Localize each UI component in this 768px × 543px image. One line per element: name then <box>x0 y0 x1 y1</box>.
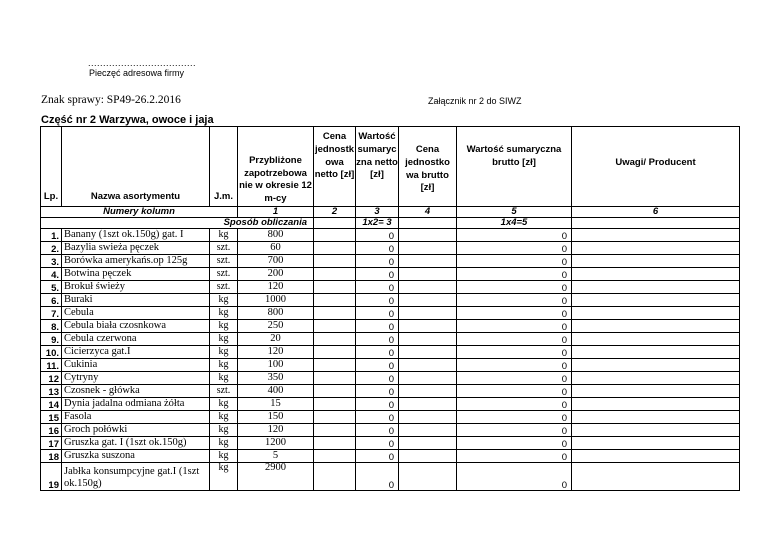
row-name: Buraki <box>62 294 210 307</box>
row-name: Brokuł świeży <box>62 281 210 294</box>
column-number: 1 <box>238 207 314 218</box>
row-name: Borówka amerykańs.op 125g <box>62 255 210 268</box>
table-row <box>41 359 740 372</box>
table-row <box>41 294 740 307</box>
row-total-gross: 0 <box>457 463 572 491</box>
row-quantity: 200 <box>238 268 314 281</box>
row-total-gross: 0 <box>457 385 572 398</box>
row-total-gross: 0 <box>457 294 572 307</box>
row-unit-price-net <box>314 307 356 320</box>
row-lp: 19 <box>41 463 62 491</box>
column-number: 6 <box>572 207 740 218</box>
row-total-gross: 0 <box>457 307 572 320</box>
row-unit-price-net <box>314 450 356 463</box>
row-name: Gruszka gat. I (1szt ok.150g) <box>62 437 210 450</box>
row-lp: 15 <box>41 411 62 424</box>
row-unit-price-net <box>314 359 356 372</box>
table-row <box>41 398 740 411</box>
column-numbers-label: Numery kolumn <box>41 207 238 218</box>
row-total-gross: 0 <box>457 424 572 437</box>
row-unit: kg <box>210 229 238 242</box>
row-lp: 6. <box>41 294 62 307</box>
row-unit-price-gross <box>399 294 457 307</box>
row-name: Jabłka konsumpcyjne gat.I (1szt ok.150g) <box>62 463 210 491</box>
row-unit-price-gross <box>399 437 457 450</box>
row-notes <box>572 255 740 268</box>
row-lp: 5. <box>41 281 62 294</box>
row-total-net: 0 <box>356 398 399 411</box>
row-unit-price-gross <box>399 359 457 372</box>
row-notes <box>572 437 740 450</box>
row-lp: 12 <box>41 372 62 385</box>
row-total-gross: 0 <box>457 359 572 372</box>
row-total-net: 0 <box>356 294 399 307</box>
row-name: Dynia jadalna odmiana żółta <box>62 398 210 411</box>
row-lp: 10. <box>41 346 62 359</box>
row-notes <box>572 333 740 346</box>
row-notes <box>572 385 740 398</box>
row-name: Fasola <box>62 411 210 424</box>
case-reference: Znak sprawy: SP49-26.2.2016 <box>41 94 181 106</box>
row-total-gross: 0 <box>457 320 572 333</box>
row-notes <box>572 281 740 294</box>
table-row <box>41 307 740 320</box>
table-row <box>41 424 740 437</box>
row-lp: 1. <box>41 229 62 242</box>
row-unit: kg <box>210 411 238 424</box>
row-notes <box>572 372 740 385</box>
row-notes <box>572 463 740 491</box>
column-numbers-row <box>41 207 740 218</box>
row-quantity: 350 <box>238 372 314 385</box>
row-name: Cebula czerwona <box>62 333 210 346</box>
row-lp: 2. <box>41 242 62 255</box>
row-total-net: 0 <box>356 346 399 359</box>
header-name: Nazwa asortymentu <box>62 127 210 207</box>
row-total-net: 0 <box>356 333 399 346</box>
method-col3: 1x2= 3 <box>356 218 399 229</box>
table-row <box>41 333 740 346</box>
row-total-net: 0 <box>356 359 399 372</box>
row-total-net: 0 <box>356 320 399 333</box>
price-table <box>40 126 740 491</box>
row-unit-price-net <box>314 424 356 437</box>
table-row <box>41 437 740 450</box>
row-quantity: 800 <box>238 307 314 320</box>
row-unit-price-net <box>314 411 356 424</box>
row-total-gross: 0 <box>457 268 572 281</box>
row-unit: szt. <box>210 242 238 255</box>
row-quantity: 120 <box>238 281 314 294</box>
calculation-method-label: Sposób obliczania <box>41 218 314 229</box>
row-unit-price-net <box>314 268 356 281</box>
row-unit: kg <box>210 372 238 385</box>
row-notes <box>572 268 740 281</box>
column-number: 4 <box>399 207 457 218</box>
row-unit: kg <box>210 294 238 307</box>
row-quantity: 800 <box>238 229 314 242</box>
header-notes: Uwagi/ Producent <box>572 127 740 207</box>
row-unit-price-gross <box>399 268 457 281</box>
stamp-dots: .................................... <box>88 58 197 68</box>
row-total-net: 0 <box>356 463 399 491</box>
header-jm: J.m. <box>210 127 238 207</box>
row-unit: kg <box>210 437 238 450</box>
header-total-gross: Wartość sumaryczna brutto [zł] <box>457 127 572 207</box>
row-name: Cebula <box>62 307 210 320</box>
column-number: 2 <box>314 207 356 218</box>
row-total-gross: 0 <box>457 255 572 268</box>
row-unit: kg <box>210 307 238 320</box>
row-quantity: 250 <box>238 320 314 333</box>
row-unit-price-gross <box>399 385 457 398</box>
row-notes <box>572 359 740 372</box>
row-quantity: 100 <box>238 359 314 372</box>
row-unit-price-gross <box>399 333 457 346</box>
row-notes <box>572 229 740 242</box>
row-quantity: 15 <box>238 398 314 411</box>
row-unit-price-gross <box>399 229 457 242</box>
row-notes <box>572 411 740 424</box>
row-notes <box>572 450 740 463</box>
row-lp: 11. <box>41 359 62 372</box>
row-unit-price-net <box>314 398 356 411</box>
row-lp: 7. <box>41 307 62 320</box>
part-title: Część nr 2 Warzywa, owoce i jaja <box>41 114 214 126</box>
header-row <box>41 127 740 207</box>
row-total-gross: 0 <box>457 333 572 346</box>
row-unit: kg <box>210 463 238 491</box>
row-name: Cicierzyca gat.I <box>62 346 210 359</box>
row-lp: 14 <box>41 398 62 411</box>
method-col5: 1x4=5 <box>457 218 572 229</box>
row-unit-price-net <box>314 281 356 294</box>
row-total-net: 0 <box>356 255 399 268</box>
row-quantity: 1200 <box>238 437 314 450</box>
row-unit-price-net <box>314 346 356 359</box>
row-name: Cukinia <box>62 359 210 372</box>
row-total-net: 0 <box>356 372 399 385</box>
row-notes <box>572 346 740 359</box>
row-quantity: 120 <box>238 424 314 437</box>
row-unit-price-gross <box>399 281 457 294</box>
row-quantity: 5 <box>238 450 314 463</box>
row-lp: 16 <box>41 424 62 437</box>
row-unit-price-gross <box>399 255 457 268</box>
row-unit-price-gross <box>399 450 457 463</box>
row-lp: 18 <box>41 450 62 463</box>
row-unit-price-net <box>314 437 356 450</box>
row-unit: kg <box>210 398 238 411</box>
row-total-gross: 0 <box>457 450 572 463</box>
row-total-net: 0 <box>356 424 399 437</box>
table-row <box>41 450 740 463</box>
row-notes <box>572 424 740 437</box>
row-unit-price-net <box>314 255 356 268</box>
header-lp: Lp. <box>41 127 62 207</box>
table-row <box>41 385 740 398</box>
row-unit: szt. <box>210 281 238 294</box>
table-row <box>41 463 740 491</box>
row-total-gross: 0 <box>457 398 572 411</box>
row-unit: kg <box>210 359 238 372</box>
row-name: Cebula biała czosnkowa <box>62 320 210 333</box>
row-unit-price-gross <box>399 346 457 359</box>
row-unit-price-gross <box>399 411 457 424</box>
row-notes <box>572 294 740 307</box>
row-total-net: 0 <box>356 437 399 450</box>
row-total-net: 0 <box>356 450 399 463</box>
column-number: 5 <box>457 207 572 218</box>
row-quantity: 120 <box>238 346 314 359</box>
column-number: 3 <box>356 207 399 218</box>
row-unit-price-gross <box>399 307 457 320</box>
row-unit: kg <box>210 320 238 333</box>
row-total-gross: 0 <box>457 242 572 255</box>
table-row <box>41 242 740 255</box>
row-total-gross: 0 <box>457 411 572 424</box>
row-total-net: 0 <box>356 242 399 255</box>
row-lp: 8. <box>41 320 62 333</box>
row-unit-price-gross <box>399 424 457 437</box>
row-unit-price-net <box>314 229 356 242</box>
row-unit-price-gross <box>399 463 457 491</box>
row-unit-price-net <box>314 385 356 398</box>
row-total-gross: 0 <box>457 229 572 242</box>
row-lp: 9. <box>41 333 62 346</box>
company-stamp-label: Pieczęć adresowa firmy <box>89 68 185 78</box>
header-unit-price-gross: Cena jednostko wa brutto [zł] <box>399 127 457 207</box>
row-quantity: 20 <box>238 333 314 346</box>
table-row <box>41 320 740 333</box>
row-quantity: 1000 <box>238 294 314 307</box>
row-total-net: 0 <box>356 411 399 424</box>
row-unit-price-net <box>314 242 356 255</box>
row-unit-price-net <box>314 294 356 307</box>
row-unit: kg <box>210 346 238 359</box>
table-row <box>41 281 740 294</box>
row-name: Botwina pęczek <box>62 268 210 281</box>
row-unit-price-gross <box>399 320 457 333</box>
row-name: Banany (1szt ok.150g) gat. I <box>62 229 210 242</box>
row-total-gross: 0 <box>457 372 572 385</box>
row-lp: 17 <box>41 437 62 450</box>
row-total-net: 0 <box>356 385 399 398</box>
row-notes <box>572 320 740 333</box>
row-total-net: 0 <box>356 281 399 294</box>
table-row <box>41 346 740 359</box>
row-unit: kg <box>210 333 238 346</box>
row-total-gross: 0 <box>457 437 572 450</box>
row-lp: 13 <box>41 385 62 398</box>
row-unit-price-gross <box>399 242 457 255</box>
row-unit: kg <box>210 424 238 437</box>
row-unit: szt. <box>210 268 238 281</box>
calculation-method-row <box>41 218 740 229</box>
row-unit-price-net <box>314 372 356 385</box>
row-quantity: 150 <box>238 411 314 424</box>
row-lp: 3. <box>41 255 62 268</box>
row-unit-price-net <box>314 333 356 346</box>
row-unit: kg <box>210 450 238 463</box>
header-quantity: Przybliżone zapotrzebowa nie w okresie 12 m-cy <box>238 127 314 207</box>
row-name: Czosnek - główka <box>62 385 210 398</box>
row-notes <box>572 398 740 411</box>
row-quantity: 400 <box>238 385 314 398</box>
table-row <box>41 268 740 281</box>
row-unit-price-gross <box>399 372 457 385</box>
row-total-net: 0 <box>356 268 399 281</box>
row-total-gross: 0 <box>457 281 572 294</box>
attachment-label: Załącznik nr 2 do SIWZ <box>428 96 522 106</box>
header-total-net: Wartość sumaryc zna netto [zł] <box>356 127 399 207</box>
row-notes <box>572 242 740 255</box>
row-unit: szt. <box>210 255 238 268</box>
table-row <box>41 229 740 242</box>
row-name: Bazylia swieża pęczek <box>62 242 210 255</box>
row-quantity: 60 <box>238 242 314 255</box>
row-total-net: 0 <box>356 229 399 242</box>
header-unit-price-net: Cena jednostk owa netto [zł] <box>314 127 356 207</box>
table-row <box>41 411 740 424</box>
row-total-net: 0 <box>356 307 399 320</box>
row-unit-price-net <box>314 463 356 491</box>
row-quantity: 2900 <box>238 463 314 491</box>
row-total-gross: 0 <box>457 346 572 359</box>
row-lp: 4. <box>41 268 62 281</box>
row-name: Cytryny <box>62 372 210 385</box>
row-quantity: 700 <box>238 255 314 268</box>
row-name: Gruszka suszona <box>62 450 210 463</box>
row-unit-price-gross <box>399 398 457 411</box>
row-unit: szt. <box>210 385 238 398</box>
table-row <box>41 255 740 268</box>
row-name: Groch połówki <box>62 424 210 437</box>
row-notes <box>572 307 740 320</box>
row-unit-price-net <box>314 320 356 333</box>
table-row <box>41 372 740 385</box>
